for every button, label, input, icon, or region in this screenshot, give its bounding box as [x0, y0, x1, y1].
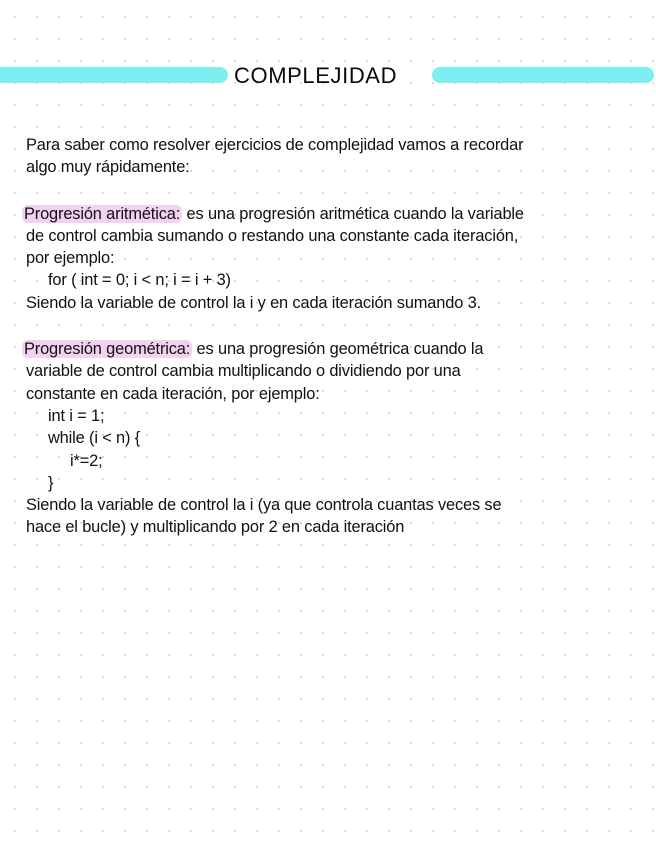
arithmetic-term: Progresión aritmética:: [24, 204, 181, 223]
title-bar: [0, 65, 656, 89]
arithmetic-conclusion: Siendo la variable de control la i y en cada iteración sumando 3.: [26, 293, 481, 312]
intro-line-1: Para saber como resolver ejercicios de complejidad vamos a recordar: [26, 136, 524, 154]
geometric-conclusion-line-1: Siendo la variable de control la i (ya que controla cuantas veces se: [26, 496, 502, 515]
arithmetic-definition-line-1: [26, 203, 626, 225]
title-highlight-left: [0, 67, 228, 83]
geometric-definition-line-2: variable de control cambia multiplicando o dividiendo por una: [26, 362, 461, 381]
title-highlight-right: [432, 67, 654, 83]
geometric-code-line-3: i*=2;: [70, 451, 103, 470]
geometric-code-line-2: while (i < n) {: [48, 429, 141, 448]
intro-line-2: algo muy rápidamente:: [26, 158, 190, 177]
geometric-code-line-1: int i = 1;: [48, 406, 105, 425]
note-content: [26, 134, 626, 539]
arithmetic-definition-text: es una progresión aritmética cuando la variable: [182, 204, 524, 223]
geometric-conclusion-line-2: hace el bucle) y multiplicando por 2 en cada iteración: [26, 518, 405, 537]
geometric-term: Progresión geométrica:: [24, 340, 191, 359]
arithmetic-definition-line-2: de control cambia sumando o restando una constante cada iteración,: [26, 226, 519, 245]
arithmetic-code: for ( int = 0; i < n; i = i + 3): [48, 271, 231, 290]
page-title: COMPLEJIDAD: [234, 63, 398, 88]
geometric-definition-line-1: [26, 338, 626, 360]
geometric-code-line-4: }: [48, 473, 54, 492]
arithmetic-definition-line-3: por ejemplo:: [26, 249, 115, 268]
geometric-definition-text: es una progresión geométrica cuando la: [192, 340, 484, 359]
geometric-definition-line-3: constante en cada iteración, por ejemplo:: [26, 384, 320, 403]
